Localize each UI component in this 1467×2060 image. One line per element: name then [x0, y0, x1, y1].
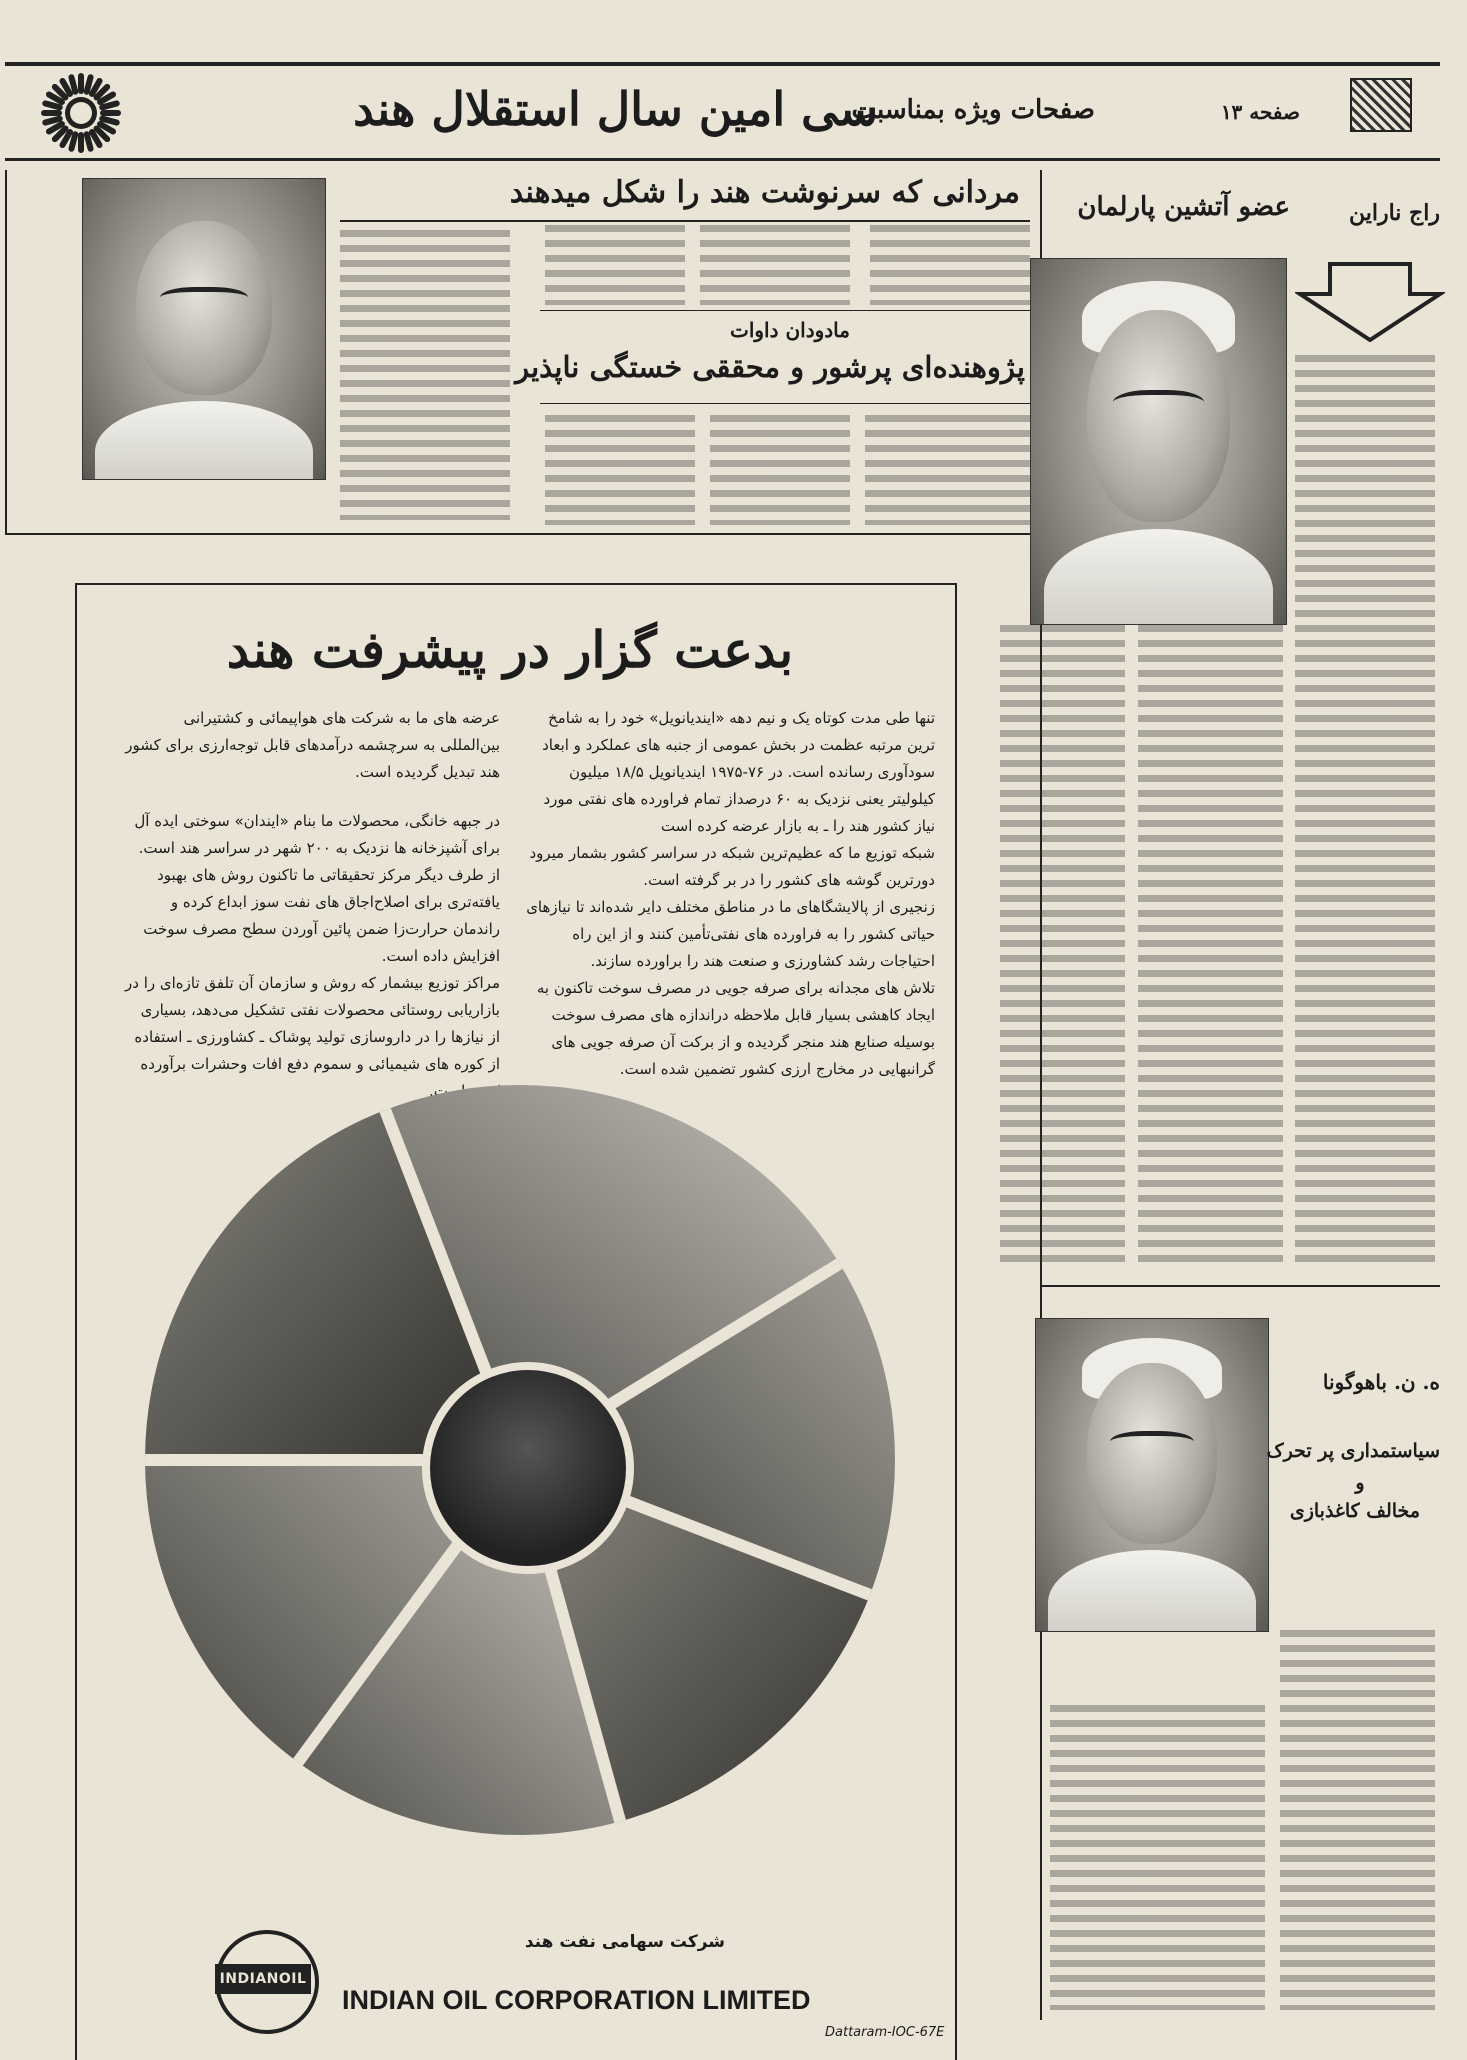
- portrait-davate-photo: [82, 178, 326, 480]
- ad-left-para-4: مراکز توزیع بیشمار که روش و سازمان آن تلفق تازه‌ای را در بازاریابی روستائی محصولات نفتی تشکیل می‌دهد، بسیاری از نیازها را در داروسازی تولید پوشاک ـ کشاورزی ـ استفاده از کوره های شیمیائی و سموم دفع افات وحشرات برآورده: [125, 974, 500, 1073]
- ad-refinery-photo: [422, 1362, 634, 1574]
- bahuguna-role-line3: مخالف کاغذبازی: [1289, 1500, 1420, 1522]
- article-davate-column-1: [340, 230, 510, 520]
- ad-column-right: [520, 705, 935, 1083]
- ad-right-para-4: تلاش های مجدانه برای صرفه جویی در مصرف سوخت تاکنون به ایجاد کاهشی بسیار قابل ملاحظه دراندازه های مصرف سوخت بوسیله صنایع هند منجر گردیده و از برکت آن صرفه جویی های گرانبهایی در مخارج ارزی کشور تضمین شده است.: [536, 979, 935, 1078]
- bahuguna-role-line1: سیاستمداری پر تحرک: [1266, 1440, 1440, 1462]
- sun-emblem-icon: [40, 72, 122, 154]
- top-section-left-border: [5, 170, 7, 535]
- indianoil-logo: [215, 1930, 319, 2034]
- davate-headline-bottom-rule: [540, 403, 1030, 404]
- narain-name: راج ناراین: [1348, 200, 1440, 226]
- davate-headline: پژوهنده‌ای پرشور و محققی خستگی ناپذیر: [515, 350, 1025, 384]
- newspaper-emblem: [1350, 78, 1412, 132]
- ad-column-left: [125, 705, 500, 1105]
- ad-left-para-3: از طرف دیگر مرکز تحقیقاتی ما تاکنون روش های بهبود یافته‌تری برای اصلاح‌اجاق های نفت سوز ابداع کرده و راندمان حرارت‌زا ضمن پائین آوردن سطح مصرف سوخت افزایش داده است.: [143, 866, 500, 965]
- narain-role: عضو آتشین پارلمان: [1077, 192, 1290, 222]
- ad-right-para-2: شبکه توزیع ما که عظیم‌ترین شبکه در سراسر کشور بشمار میرود دورترین گوشه های کشور را در بر گرفته است.: [529, 844, 935, 889]
- right-column-divider: [1040, 1285, 1440, 1287]
- indianoil-logo-text: INDIANOIL: [215, 1964, 311, 1994]
- page-number: صفحه ۱۳: [1220, 100, 1300, 124]
- bahuguna-role-line2: و: [1355, 1472, 1365, 1494]
- ad-photo-circle: [145, 1085, 895, 1835]
- masthead-subtitle: صفحات ویژه بمناسبت: [851, 95, 1095, 125]
- article-davate-column-7: [865, 415, 1030, 525]
- article-narain-column-1: [1295, 355, 1435, 1270]
- article-bahuguna-column-2: [1050, 1705, 1265, 2010]
- masthead-bottom-rule: [5, 158, 1440, 161]
- top-section-bottom-rule: [5, 533, 1040, 535]
- article-narain-column-3: [1000, 625, 1125, 1270]
- down-arrow-icon: [1295, 262, 1445, 342]
- article-bahuguna-column-1: [1280, 1630, 1435, 2010]
- ad-right-para-1: تنها طی مدت کوتاه یک و نیم دهه «ایندیانویل» خود را به شامخ ترین مرتبه عظمت در بخش عمومی از جنبه های عملکرد و ابعاد سودآوری رسانده است. در ۷۶-۱۹۷۵ ایندیانویل ۱۸/۵ میلیون کیلولیتر یعنی نزدیک به ۶۰ درصداز تمام فراورده های نفتی مورد نیاز کشور هند را ـ به بازار عرضه کرده است: [542, 709, 935, 835]
- article-narain-column-2: [1138, 625, 1283, 1270]
- masthead-top-rule: [5, 62, 1440, 66]
- masthead-title: سی امین سال استقلال هند: [353, 82, 878, 136]
- ad-left-para-2: در جبهه خانگی، محصولات ما بنام «ایندان» سوختی ایده آل برای آشپزخانه ها نزدیک به ۲۰۰ شهر در سراسر هند است.: [134, 812, 500, 857]
- portrait-bahuguna-photo: [1035, 1318, 1269, 1632]
- ad-title: بدعت گزار در پیشرفت هند: [226, 620, 794, 679]
- section-banner-underline: [340, 220, 1030, 222]
- davate-name: مادودان داوات: [730, 318, 850, 342]
- article-davate-column-3: [700, 225, 850, 305]
- bahuguna-name: ه. ن. باهوگونا: [1322, 1370, 1440, 1394]
- company-name-fa: شرکت سهامی نفت هند: [524, 1932, 725, 1952]
- article-davate-column-4: [870, 225, 1030, 305]
- article-davate-column-2: [545, 225, 685, 305]
- article-davate-column-6: [710, 415, 850, 525]
- company-name-en: INDIAN OIL CORPORATION LIMITED: [342, 1985, 811, 2015]
- ad-right-para-3: زنجیری از پالایشگاهای ما در مناطق مختلف دایر شده‌اند تا نیازهای حیاتی کشور را به فراورده های نفتی‌تأمین کنند و از این راه احتیاجات رشد کشاورزی و صنعت هند را براورده سازند.: [526, 898, 935, 970]
- ad-credit: Dattaram-IOC-67E: [825, 2025, 945, 2040]
- portrait-narain-photo: [1030, 258, 1287, 625]
- article-davate-column-5: [545, 415, 695, 525]
- ad-left-para-1: عرضه های ما به شرکت های هواپیمائی و کشتیرانی بین‌المللی به سرچشمه درآمدهای قابل توجه‌ارزی برای کشور هند تبدیل گردیده است.: [125, 709, 500, 781]
- section-banner-title: مردانی که سرنوشت هند را شکل میدهند: [509, 175, 1020, 210]
- davate-headline-top-rule: [540, 310, 1030, 311]
